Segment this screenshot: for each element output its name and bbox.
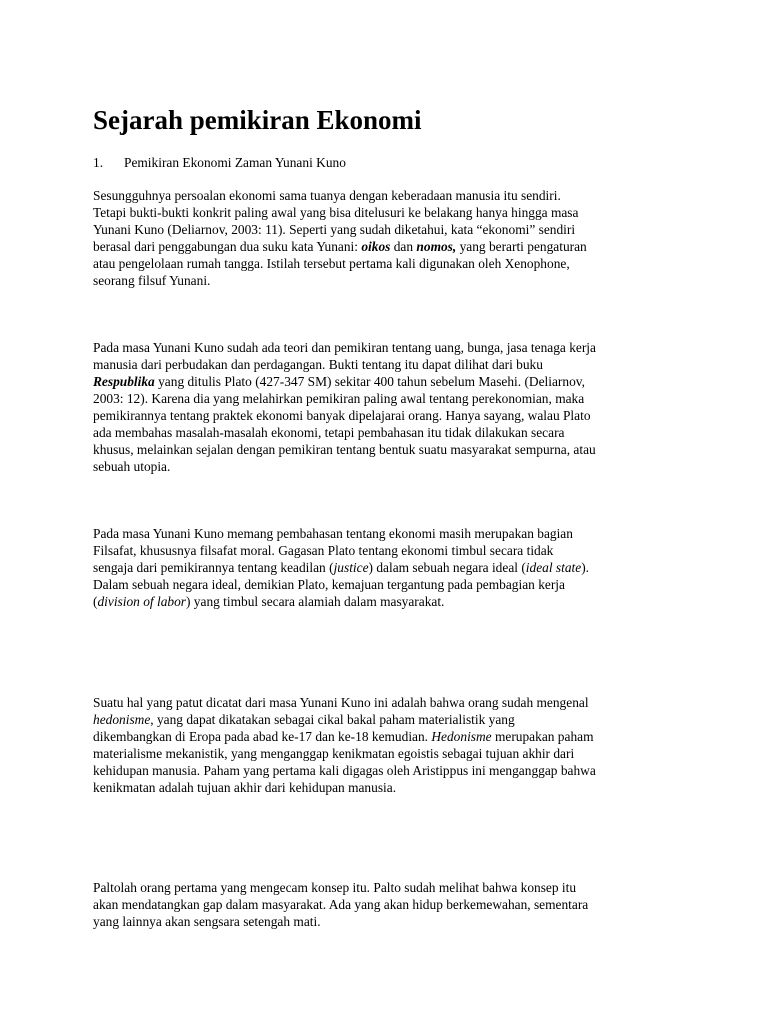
paragraph-2 <box>93 339 693 475</box>
paragraph-line: Tetapi bukti-bukti konkrit paling awal yang bisa ditelusuri ke belakang hanya hingga masa <box>93 205 579 220</box>
text-run: dan <box>390 239 417 254</box>
paragraph-4 <box>93 694 693 796</box>
text-run: yang ditulis Plato (427-347 SM) sekitar 400 tahun sebelum Masehi. (Deliarnov, <box>154 374 585 389</box>
text-run: berasal dari penggabungan dua suku kata Yunani: <box>93 239 362 254</box>
paragraph-line: khusus, melainkan sejalan dengan pemikiran tentang bentuk suatu masyarakat sempurna, atau <box>93 442 596 457</box>
term-oikos: oikos <box>361 239 391 254</box>
paragraph-line: Pada masa Yunani Kuno sudah ada teori dan pemikiran tentang uang, bunga, jasa tenaga kerja <box>93 340 596 355</box>
term-justice: justice <box>333 560 369 575</box>
section-heading <box>93 155 346 171</box>
paragraph-line: pemikirannya tentang praktek ekonomi banyak dipelajarai orang. Hanya sayang, walau Plato <box>93 408 591 423</box>
document-title: Sejarah pemikiran Ekonomi <box>93 105 422 135</box>
section-title: Pemikiran Ekonomi Zaman Yunani Kuno <box>124 155 346 170</box>
paragraph-line: Yunani Kuno (Deliarnov, 2003: 11). Seperti yang sudah diketahui, kata “ekonomi” sendiri <box>93 222 576 237</box>
paragraph-line: yang lainnya akan sengsara setengah mati. <box>93 914 321 929</box>
paragraph-line: materialisme mekanistik, yang menganggap kenikmatan egoistis sebagai tujuan akhir dari <box>93 746 575 761</box>
text-run: yang berarti pengaturan <box>456 239 587 254</box>
paragraph-line <box>93 711 693 728</box>
text-run: dikembangkan di Eropa pada abad ke-17 dan ke-18 kemudian. <box>93 729 432 744</box>
paragraph-line: Paltolah orang pertama yang mengecam konsep itu. Palto sudah melihat bahwa konsep itu <box>93 880 577 895</box>
text-run: merupakan paham <box>491 729 594 744</box>
paragraph-line: Suatu hal yang patut dicatat dari masa Yunani Kuno ini adalah bahwa orang sudah mengenal <box>93 695 589 710</box>
term-respublika: Respublika <box>93 374 155 389</box>
paragraph-1 <box>93 187 693 289</box>
section-number: 1. <box>93 155 104 170</box>
text-run: ) dalam sebuah negara ideal ( <box>368 560 526 575</box>
paragraph-line: akan mendatangkan gap dalam masyarakat. Ada yang akan hidup berkemewahan, sementara <box>93 897 589 912</box>
paragraph-line: manusia dari perbudakan dan perdagangan. Bukti tentang itu dapat dilihat dari buku <box>93 357 543 372</box>
paragraph-3 <box>93 525 693 610</box>
term-hedonisme: hedonisme <box>93 712 151 727</box>
paragraph-line: Filsafat, khususnya filsafat moral. Gagasan Plato tentang ekonomi timbul secara tidak <box>93 543 554 558</box>
term-division-of-labor: division of labor <box>97 594 186 609</box>
text-run: ). <box>581 560 590 575</box>
paragraph-line: 2003: 12). Karena dia yang melahirkan pemikiran paling awal tentang perekonomian, maka <box>93 391 585 406</box>
text-run: ( <box>93 594 98 609</box>
paragraph-line <box>93 559 693 576</box>
paragraph-line <box>93 373 693 390</box>
text-run: ) yang timbul secara alamiah dalam masyarakat. <box>186 594 445 609</box>
paragraph-5 <box>93 879 693 930</box>
paragraph-line: atau pengelolaan rumah tangga. Istilah tersebut pertama kali digunakan oleh Xenophone, <box>93 256 570 271</box>
paragraph-line: ada membahas masalah-masalah ekonomi, tetapi pembahasan itu tidak dilakukan secara <box>93 425 565 440</box>
term-ideal-state: ideal state <box>525 560 582 575</box>
paragraph-line <box>93 728 693 745</box>
paragraph-line: Pada masa Yunani Kuno memang pembahasan tentang ekonomi masih merupakan bagian <box>93 526 573 541</box>
paragraph-line <box>93 238 693 255</box>
paragraph-line: sebuah utopia. <box>93 459 171 474</box>
paragraph-line <box>93 593 693 610</box>
paragraph-line: seorang filsuf Yunani. <box>93 273 211 288</box>
text-run: , yang dapat dikatakan sebagai cikal bakal paham materialistik yang <box>150 712 515 727</box>
paragraph-line: kenikmatan adalah tujuan akhir dari kehidupan manusia. <box>93 780 397 795</box>
paragraph-line: Sesungguhnya persoalan ekonomi sama tuanya dengan keberadaan manusia itu sendiri. <box>93 188 561 203</box>
paragraph-line: kehidupan manusia. Paham yang pertama kali digagas oleh Aristippus ini menganggap bahwa <box>93 763 596 778</box>
term-nomos: nomos, <box>416 239 457 254</box>
term-hedonisme: Hedonisme <box>431 729 492 744</box>
paragraph-line: Dalam sebuah negara ideal, demikian Plato, kemajuan tergantung pada pembagian kerja <box>93 577 565 592</box>
text-run: sengaja dari pemikirannya tentang keadilan ( <box>93 560 334 575</box>
